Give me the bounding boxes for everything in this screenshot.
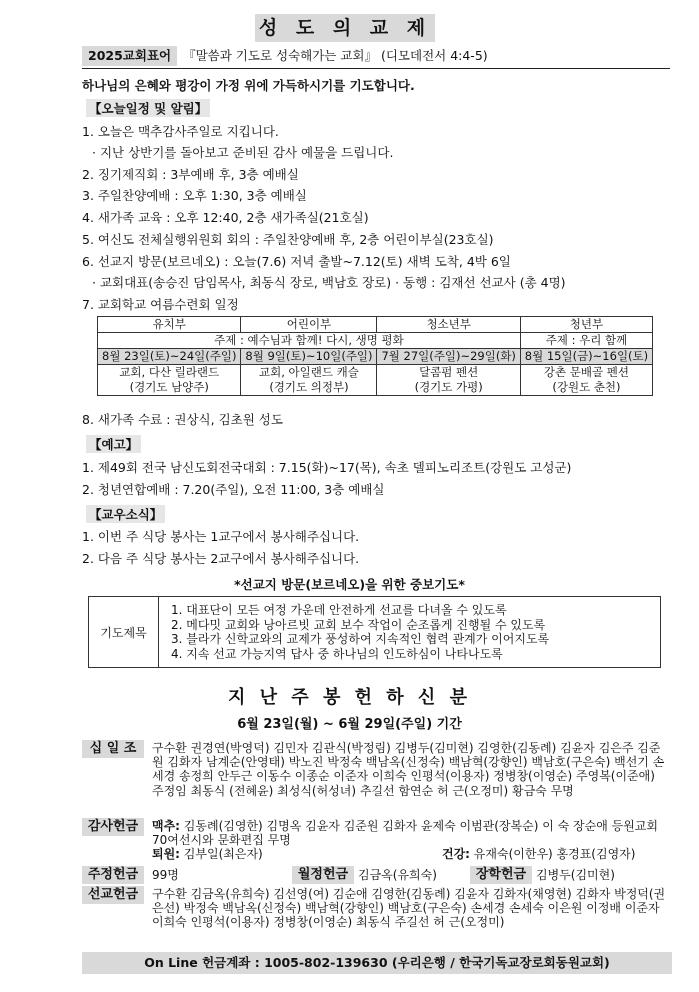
prayer-list xyxy=(171,603,549,661)
prayer-item: 4. 지속 선교 가능지역 답사 중 하나님의 인도하심이 나타나도록 xyxy=(171,646,503,661)
prayer-label: 기도제목 xyxy=(89,597,159,667)
camp-header: 어린이부 xyxy=(241,317,377,333)
prayer-item: 2. 메다밋 교회와 낭아르빗 교회 보수 작업이 순조롭게 진행될 수 있도록 xyxy=(171,617,546,632)
page-title: 성 도 의 교 제 xyxy=(255,14,435,42)
weekly-label: 주정헌금 xyxy=(82,866,144,884)
camp-place: 강촌 문배골 펜션 (강원도 춘천) xyxy=(520,365,652,396)
parish-heading: 【교우소식】 xyxy=(86,505,165,523)
mission-label: 선교헌금 xyxy=(82,886,144,904)
greeting: 하나님의 은혜와 평강이 가정 위에 가득하시기를 기도합니다. xyxy=(82,78,415,93)
divider xyxy=(82,68,670,69)
thanks-label: 감사헌금 xyxy=(82,818,144,836)
today-line: 1. 오늘은 맥추감사주일로 지킵니다. xyxy=(82,124,279,139)
today-line: 5. 여신도 전체실행위원회 회의 : 주일찬양예배 후, 2층 어린이부실(23호실) xyxy=(82,232,494,247)
today-line: 4. 새가족 교육 : 오후 12:40, 2층 새가족실(21호실) xyxy=(82,210,369,225)
prayer-box xyxy=(88,596,661,668)
camp-date: 7월 27일(주일)~29일(화) xyxy=(377,349,520,365)
scholar-label: 장학헌금 xyxy=(470,866,532,884)
camp-place: 교회, 아일랜드 캐슬 (경기도 의정부) xyxy=(241,365,377,396)
offering-period: 6월 23일(월) ~ 6월 29일(주일) 기간 xyxy=(237,717,462,732)
scholar-names: 김병두(김미현) xyxy=(536,868,615,882)
prayer-title: *선교지 방문(보르네오)을 위한 중보기도* xyxy=(234,577,465,592)
notice-line: 1. 제49회 전국 남신도회전국대회 : 7.15(화)~17(목), 속초 델피노리조트(강원도 고성군) xyxy=(82,460,572,475)
prayer-item: 3. 블라가 신학교와의 교제가 풍성하여 지속적인 협력 관계가 이어지도록 xyxy=(171,632,550,646)
today-line: · 지난 상반기를 돌아보고 준비된 감사 예물을 드립니다. xyxy=(92,145,394,160)
church-motto xyxy=(82,46,488,66)
motto-badge: 2025교회표어 xyxy=(82,46,177,66)
today-line: 6. 선교지 방문(보르네오) : 오늘(7.6) 저녁 출발~7.12(토) 새벽 도착, 4박 6일 xyxy=(82,254,511,269)
camp-header: 청소년부 xyxy=(377,317,520,333)
today-line: 7. 교회학교 여름수련회 일정 xyxy=(82,297,239,312)
online-account: On Line 헌금계좌 : 1005-802-139630 (우리은행 / 한국기독교장로회동원교회) xyxy=(82,952,672,974)
tithe-label: 십 일 조 xyxy=(82,740,144,758)
weekly-count: 99명 xyxy=(152,868,179,882)
today-line: 3. 주일찬양예배 : 오후 1:30, 3층 예배실 xyxy=(82,188,307,203)
camp-date: 8월 23일(토)~24일(주일) xyxy=(98,349,241,365)
camp-header: 청년부 xyxy=(520,317,652,333)
camp-date: 8월 9일(토)~10일(주일) xyxy=(241,349,377,365)
notice-heading: 【예고】 xyxy=(86,435,141,453)
notice-line: 2. 청년연합예배 : 7.20(주일), 오전 11:00, 3층 예배실 xyxy=(82,482,385,497)
today-line: 8. 새가족 수료 : 권상식, 김초원 성도 xyxy=(82,412,283,427)
prayer-item: 1. 대표단이 모든 여정 가운데 안전하게 선교를 다녀올 수 있도록 xyxy=(171,603,507,617)
summer-camp-table xyxy=(97,316,653,396)
camp-header: 유치부 xyxy=(98,317,241,333)
tithe-names: 구수환 권경연(박영덕) 김민자 김관식(박정림) 김병두(김미현) 김영한(김동례) 김윤자 김은주 김준원 김화자 남계순(안영태) 박노진 박정숙 백남옥(신정숙) 백남혁(강향인) 백남호(구은숙) 백선기 손세경 송정희 안두근 이동수 이종순 이준자 이희숙 인평석(이용자) 정병창(이영순) 주영복(이준애) 주정임 최동식 (전혜윤) 최성식(허성녀) 추길선 함연순 허 근(오정미) 황금숙 무명 xyxy=(152,741,665,798)
camp-theme-youth: 주제 : 우리 함께 xyxy=(520,333,652,349)
offering-title: 지 난 주 봉 헌 하 신 분 xyxy=(228,687,471,708)
monthly-names: 김금옥(유희숙) xyxy=(358,868,437,882)
camp-place: 교회, 다산 릴라랜드 (경기도 남양주) xyxy=(98,365,241,396)
parish-line: 2. 다음 주 식당 봉사는 2교구에서 봉사해주십니다. xyxy=(82,551,360,566)
monthly-label: 월정헌금 xyxy=(292,866,354,884)
parish-line: 1. 이번 주 식당 봉사는 1교구에서 봉사해주십니다. xyxy=(82,529,360,544)
camp-theme: 주제 : 예수님과 함께! 다시, 생명 평화 xyxy=(98,333,521,349)
today-line: · 교회대표(송승진 담임목사, 최동식 장로, 백남호 장로) · 동행 : 김재선 선교사 (총 4명) xyxy=(92,275,566,290)
today-line: 2. 징기제직회 : 3부예배 후, 3층 예배실 xyxy=(82,167,299,182)
camp-date: 8월 15일(금)~16일(토) xyxy=(520,349,652,365)
today-heading: 【오늘일정 및 알림】 xyxy=(86,99,210,117)
thanks-names: 맥추: 김동례(김영한) 김명옥 김윤자 김준원 김화자 윤제숙 이범관(장복순) 이 숙 장순애 등원교회70여선시와 문화편집 무명 퇴원: 김부일(최은자) 건강: 유재숙(이한우) 홍경표(김영자) xyxy=(152,819,658,862)
camp-place: 달콤펌 펜션 (경기도 가평) xyxy=(377,365,520,396)
mission-names: 구수환 김금옥(유희숙) 김선영(여) 김순애 김영한(김동례) 김윤자 김화자(채영현) 김화자 박정덕(권은선) 박정숙 백남옥(신정숙) 백남혁(강향인) 백남호(구은숙) 손세경 손세숙 이은원 이정배 이준자 이희숙 인평석(이용자) 정병창(이영순) 최동식 주길선 허 근(오정미) xyxy=(152,887,666,930)
motto-text: 『말씀과 기도로 성숙해가는 교회』 (디모데전서 4:4-5) xyxy=(183,48,488,63)
